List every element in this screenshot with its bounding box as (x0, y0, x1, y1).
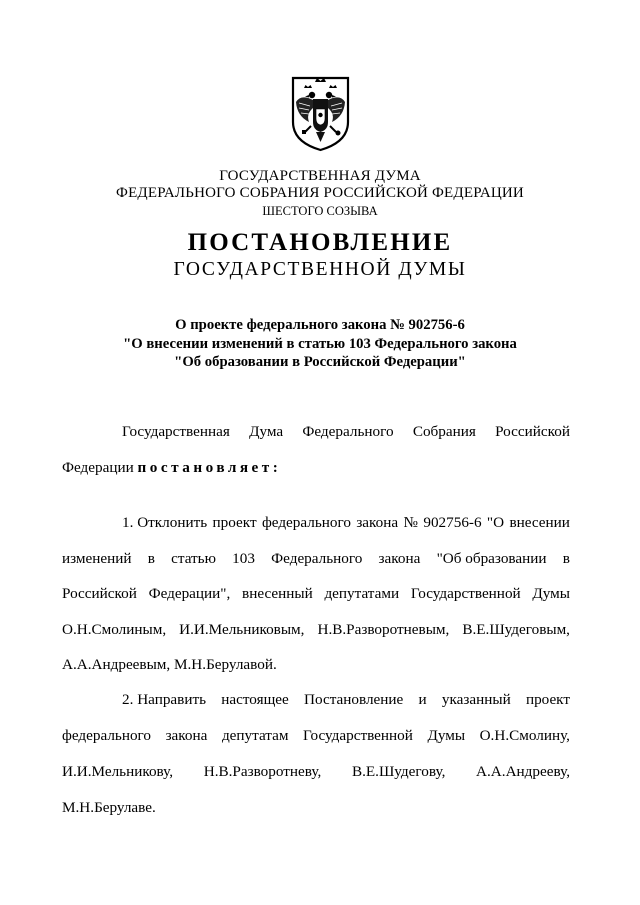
subject-line-2: "О внесении изменений в статью 103 Федерального закона (123, 336, 517, 352)
word: Думы (532, 585, 570, 602)
word: закона (378, 550, 421, 567)
para2-line-4: М.Н.Берулаве. (62, 799, 156, 816)
word: в (147, 550, 155, 567)
word: внесенный (242, 585, 313, 602)
word: проект (525, 691, 570, 708)
subject-line-3: "Об образовании в Российской Федерации" (174, 354, 466, 370)
intro-line-1 (122, 424, 570, 439)
word: Собрания (412, 423, 476, 440)
document-issuer: ГОСУДАРСТВЕННОЙ ДУМЫ (173, 259, 467, 280)
word: 2. Направить (122, 691, 207, 708)
word: федерального (62, 727, 151, 744)
word: депутатами (324, 585, 400, 602)
word: Государственной (410, 585, 521, 602)
document-type: ПОСТАНОВЛЕНИЕ (187, 229, 453, 256)
word: внесении (509, 514, 570, 531)
word: А.А.Андрееву, (476, 763, 570, 780)
word: Думы (427, 727, 466, 744)
organization-name: ГОСУДАРСТВЕННАЯ ДУМА (219, 168, 421, 184)
para2-line-3 (62, 764, 570, 779)
word: 103 (232, 550, 255, 567)
word: В.Е.Шудеговым, (462, 621, 570, 638)
word: указанный (441, 691, 511, 708)
word: Федерального (302, 423, 394, 440)
word: Постановление (304, 691, 404, 708)
word: депутатам (221, 727, 289, 744)
para1-line-2 (62, 551, 570, 566)
word: И.И.Мельниковым, (179, 621, 305, 638)
para2-line-1 (122, 692, 570, 707)
subject-line-1: О проекте федерального закона № 902756-6 (175, 317, 465, 333)
word: в (562, 550, 570, 567)
decree-verb: постановляет: (137, 459, 282, 476)
word: В.Е.Шудегову, (351, 763, 446, 780)
para1-line-5: А.А.Андреевым, М.Н.Берулавой. (62, 656, 277, 673)
word: О.Н.Смолиным, (62, 621, 167, 638)
word: закона (356, 514, 399, 531)
word: настоящее (221, 691, 289, 708)
word: И.И.Мельникову, (62, 763, 174, 780)
word: Государственная (122, 423, 230, 440)
para1-line-1 (122, 515, 570, 530)
word: Федерального (271, 550, 363, 567)
convocation: ШЕСТОГО СОЗЫВА (262, 204, 378, 218)
intro-text: Федерации (62, 459, 138, 476)
word: Российской (62, 585, 137, 602)
para2-line-2 (62, 728, 570, 743)
organization-full-name: ФЕДЕРАЛЬНОГО СОБРАНИЯ РОССИЙСКОЙ ФЕДЕРАЦИИ (116, 185, 524, 201)
para1-line-4 (62, 622, 570, 637)
word: Дума (249, 423, 284, 440)
word: 902756-6 (423, 514, 482, 531)
word: "О (486, 514, 505, 531)
word: Федерации", (148, 585, 231, 602)
word: № (403, 514, 418, 531)
word: статью (171, 550, 216, 567)
word: федерального (261, 514, 351, 531)
word: изменений (62, 550, 132, 567)
word: Российской (495, 423, 570, 440)
word: Государственной (303, 727, 413, 744)
word: Н.В.Разворотневым, (317, 621, 450, 638)
word: 1. Отклонить (122, 514, 208, 531)
coat-of-arms-icon (287, 72, 354, 152)
word: проект (212, 514, 257, 531)
word: и (418, 691, 427, 708)
word: Н.В.Разворотневу, (203, 763, 322, 780)
word: О.Н.Смолину, (479, 727, 570, 744)
word: "Об образовании (436, 550, 547, 567)
intro-line-2 (62, 460, 281, 475)
word: закона (165, 727, 208, 744)
para1-line-3 (62, 586, 570, 601)
